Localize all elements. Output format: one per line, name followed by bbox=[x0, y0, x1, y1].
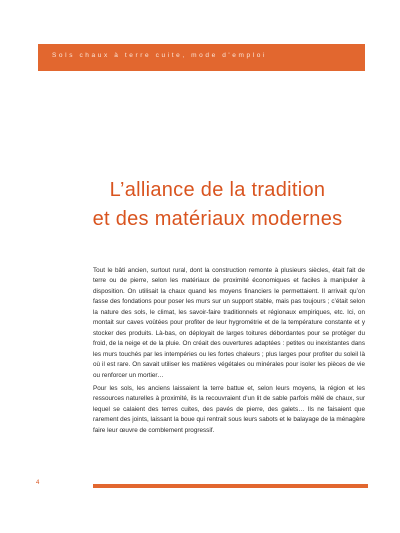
paragraph: Pour les sols, les anciens laissaient la terre battue et, selon leurs moyens, la région et les ressources naturelles à proximité, ils la recouvraient d’un lit de sable parfois mêlé de chaux, sur lequel se calaient des terres cuites, des pavés de pierre, des galets… Ils ne faisaient que rarement des joints, laissant la boue qui rentrait sous leurs sabots et le balayage de la ménagère faire leur œuvre de comblement progressif. bbox=[93, 384, 365, 434]
footer-rule bbox=[93, 484, 368, 488]
section-title bbox=[60, 176, 375, 234]
running-header-title: Sols chaux à terre cuite, mode d'emploi bbox=[52, 52, 268, 59]
body-text bbox=[93, 266, 365, 439]
section-title-line-1: L’alliance de la tradition bbox=[109, 179, 326, 201]
paragraph: Tout le bâti ancien, surtout rural, dont la construction remonte à plusieurs siècles, était fait de terre ou de pierre, selon les matériaux de proximité économiques et faciles à manipuler à disposition. On utilisait la chaux quand les moyens financiers le permettaient. Il arrivait qu’on fasse des fondations pour poser les murs sur un support stable, mais pas toujours ; c’était selon la nature des sols, le climat, les savoir-faire traditionnels et régionaux empiriques, etc. Ici, on montait sur caves voûtées pour profiter de leur hygrométrie et de la température constante et y stocker des produits. Là-bas, on déployait de larges toitures débordantes pour se protéger du froid, de la neige et de la pluie. On créait des ouvertures adaptées : petites ou inexistantes dans les murs touchés par les intempéries ou les fortes chaleurs ; plus larges pour profiter du soleil là où il est rare. On savait utiliser les matières végétales ou minérales pour isoler les pièces de vie ou renforcer un mortier… bbox=[93, 267, 365, 379]
running-header-band bbox=[38, 44, 365, 71]
section-title-line-2: et des matériaux modernes bbox=[92, 208, 343, 230]
page-number: 4 bbox=[36, 480, 40, 486]
